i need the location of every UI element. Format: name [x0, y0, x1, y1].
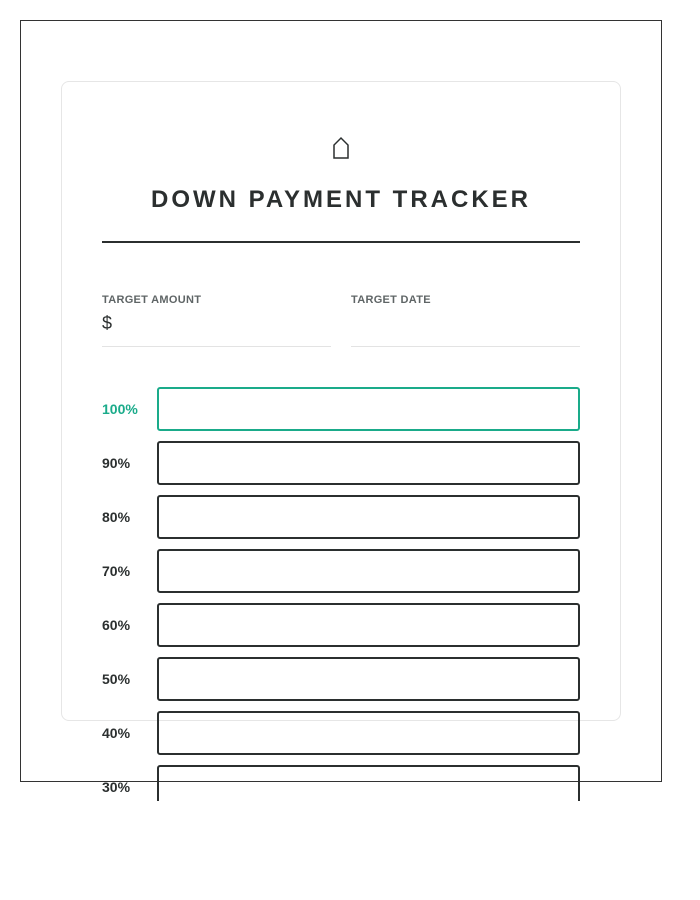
milestone-input[interactable]: [157, 549, 580, 593]
milestone-input[interactable]: [157, 603, 580, 647]
milestone-label: 40%: [102, 725, 131, 741]
target-amount-field[interactable]: [102, 294, 331, 347]
house-icon: [330, 136, 352, 160]
milestone-label: 80%: [102, 509, 131, 525]
milestone-input[interactable]: [157, 657, 580, 701]
target-amount-label: TARGET AMOUNT: [102, 294, 202, 306]
target-date-label: TARGET DATE: [351, 294, 431, 306]
milestone-input[interactable]: [157, 495, 580, 539]
milestone-label: 50%: [102, 671, 131, 687]
milestone-input[interactable]: [157, 765, 580, 801]
milestone-label: 90%: [102, 455, 131, 471]
milestone-input[interactable]: [157, 387, 580, 431]
target-date-field[interactable]: [351, 294, 580, 347]
milestone-label: 70%: [102, 563, 131, 579]
milestone-input[interactable]: [157, 711, 580, 755]
milestone-label: 30%: [102, 779, 131, 795]
milestone-label: 100%: [102, 401, 138, 417]
page-title: DOWN PAYMENT TRACKER: [150, 186, 531, 213]
target-amount-prefix: $: [102, 313, 113, 333]
milestone-input[interactable]: [157, 441, 580, 485]
title-divider: [102, 241, 580, 243]
milestone-label: 60%: [102, 617, 131, 633]
